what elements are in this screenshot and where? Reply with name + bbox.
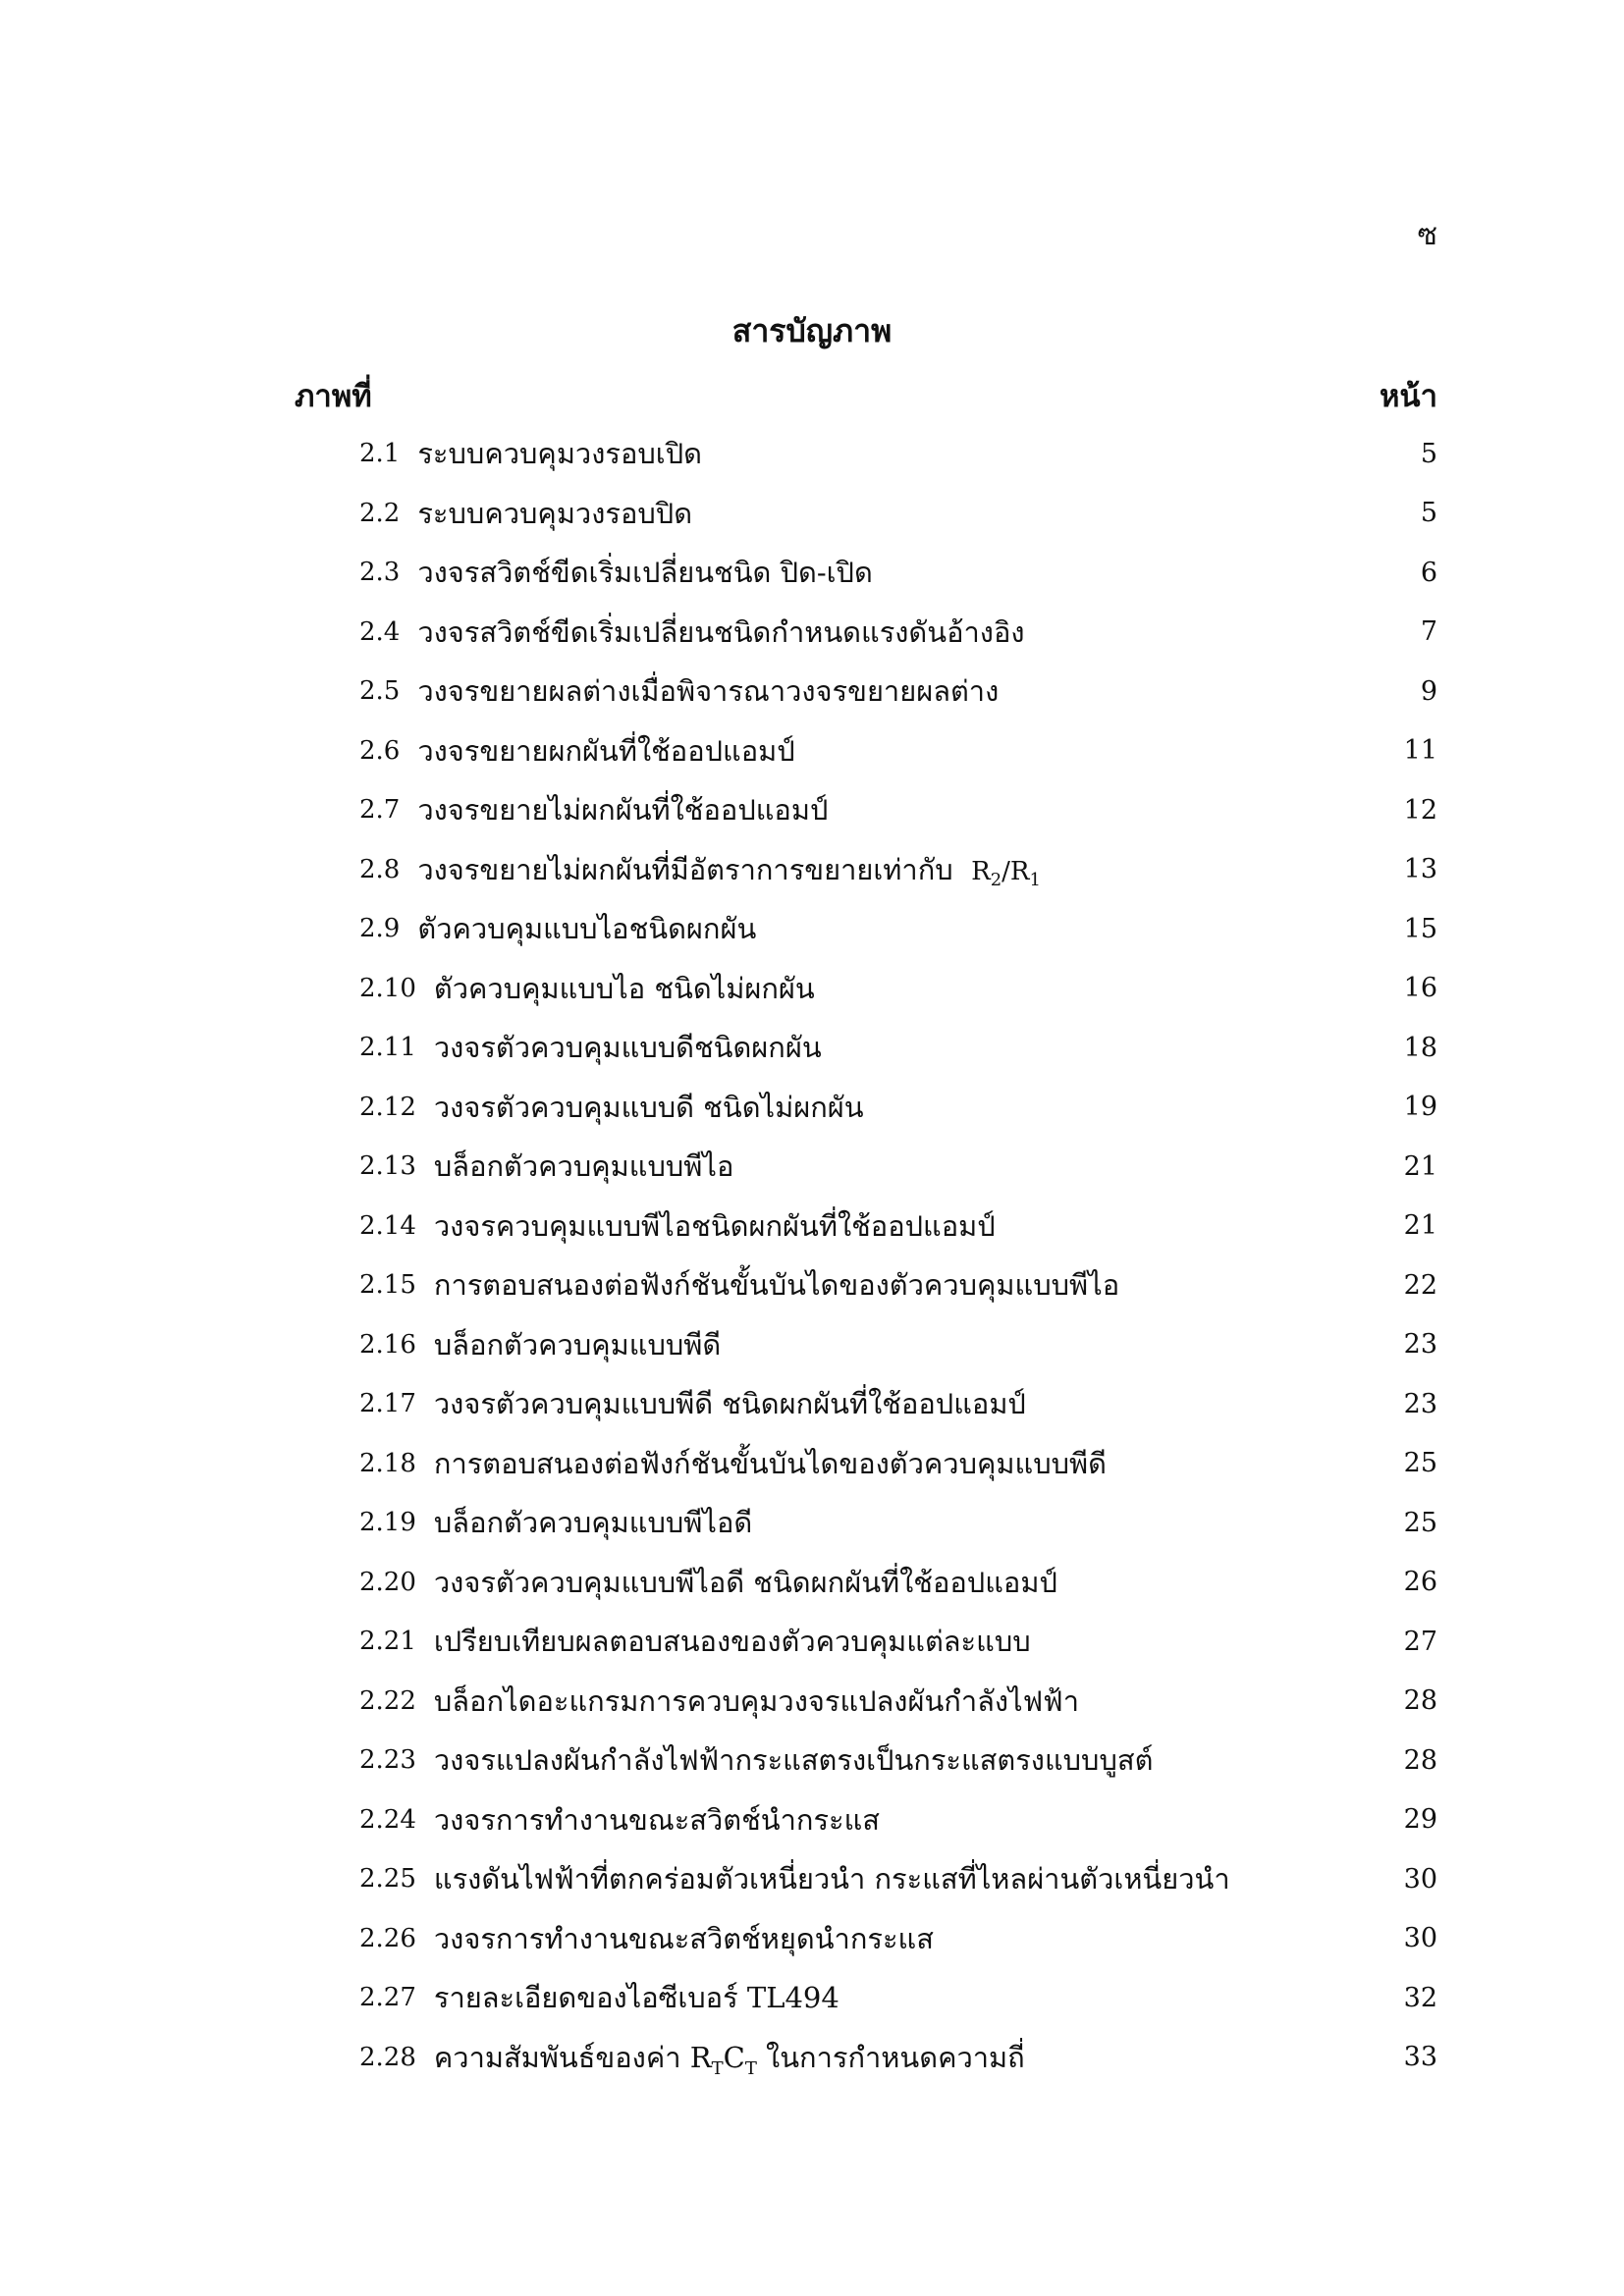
list-item [359, 1672, 1437, 1732]
symbol-c: C [723, 2040, 745, 2074]
figure-number: 2.23 [359, 1745, 416, 1776]
figure-number: 2.28 [359, 2042, 416, 2072]
list-item [359, 603, 1437, 663]
list-item [359, 662, 1437, 721]
figure-number: 2.16 [359, 1329, 416, 1360]
page-ref: 18 [1403, 1032, 1437, 1063]
figure-number: 2.7 [359, 795, 401, 826]
page-ref: 15 [1403, 913, 1437, 944]
caption-text: วงจรขยายไม่ผกผันที่มีอัตราการขยายเท่ากับ [417, 852, 953, 886]
figure-number: 2.17 [359, 1389, 416, 1419]
list-item [359, 959, 1437, 1019]
figure-caption: วงจรขยายผลต่างเมื่อพิจารณาวงจรขยายผลต่าง [417, 674, 1000, 709]
figure-caption: เปรียบเทียบผลตอบสนองของตัวควบคุมแต่ละแบบ [433, 1625, 1031, 1659]
subscript-2: 2 [990, 869, 1002, 890]
figure-number: 2.12 [359, 1092, 416, 1122]
page-ref: 21 [1403, 1150, 1437, 1182]
page-ref: 13 [1403, 854, 1437, 885]
list-item [359, 543, 1437, 603]
figure-caption: วงจรตัวควบคุมแบบพีดี ชนิดผกผันที่ใช้ออปแอมป์ [433, 1387, 1026, 1421]
figure-number: 2.18 [359, 1448, 416, 1478]
figure-number: 2.3 [359, 558, 401, 588]
figure-caption: วงจรสวิตช์ขีดเริ่มเปลี่ยนชนิด ปิด-เปิด [417, 556, 873, 590]
figure-caption: วงจรขยายไม่ผกผันที่ใช้ออปแอมป์ [417, 793, 829, 828]
figure-number: 2.6 [359, 735, 401, 766]
page-ref: 7 [1420, 616, 1437, 648]
figure-number: 2.1 [359, 439, 401, 469]
list-item [359, 840, 1437, 900]
list-item [359, 1968, 1437, 2028]
figure-number: 2.4 [359, 616, 401, 647]
list-item [359, 1849, 1437, 1909]
figure-number: 2.2 [359, 498, 401, 528]
list-item [359, 2028, 1437, 2088]
figure-number: 2.27 [359, 1983, 416, 2013]
figure-caption: บล็อกตัวควบคุมแบบพีไอดี [433, 1506, 753, 1540]
page-ref: 33 [1403, 2042, 1437, 2073]
figure-number: 2.11 [359, 1033, 416, 1063]
list-item [359, 1731, 1437, 1790]
page-ref: 29 [1403, 1804, 1437, 1836]
symbol-r: R [1009, 856, 1030, 886]
figure-number: 2.14 [359, 1210, 416, 1241]
page-ref: 28 [1403, 1744, 1437, 1776]
figure-caption: วงจรควบคุมแบบพีไอชนิดผกผันที่ใช้ออปแอมป์ [433, 1208, 996, 1243]
page-ref: 19 [1403, 1092, 1437, 1123]
figure-number: 2.21 [359, 1627, 416, 1657]
list-item [359, 1078, 1437, 1138]
gain-formula [971, 856, 1041, 890]
figure-caption [434, 2035, 1379, 2080]
page-ref: 30 [1403, 1923, 1437, 1954]
list-item [359, 1315, 1437, 1375]
page-ref: 25 [1403, 1507, 1437, 1538]
figure-caption: วงจรตัวควบคุมแบบดีชนิดผกผัน [433, 1031, 822, 1065]
list-item [359, 1493, 1437, 1553]
figure-caption: บล็อกตัวควบคุมแบบพีไอ [433, 1149, 734, 1184]
page-ref: 26 [1403, 1567, 1437, 1598]
figure-number: 2.25 [359, 1864, 416, 1895]
figure-caption: รายละเอียดของไอซีเบอร์ TL494 [433, 1981, 839, 2015]
list-item [359, 424, 1437, 484]
fraction-slash: / [1001, 856, 1010, 886]
page-ref: 28 [1403, 1685, 1437, 1717]
list-item [359, 1374, 1437, 1434]
symbol-r: R [689, 2040, 712, 2074]
list-item [359, 1255, 1437, 1315]
figure-caption: วงจรสวิตช์ขีดเริ่มเปลี่ยนชนิดกำหนดแรงดันอ้างอิง [417, 614, 1025, 649]
list-item [359, 484, 1437, 544]
figure-caption: การตอบสนองต่อฟังก์ชันขั้นบันไดของตัวควบคุมแบบพีไอ [433, 1268, 1120, 1303]
figure-caption: ระบบควบคุมวงรอบเปิด [417, 437, 702, 471]
figure-caption: วงจรแปลงผันกำลังไฟฟ้ากระแสตรงเป็นกระแสตรงแบบบูสต์ [433, 1743, 1154, 1778]
page-ref: 27 [1403, 1626, 1437, 1657]
figure-number: 2.24 [359, 1804, 416, 1835]
page-ref: 32 [1403, 1982, 1437, 2013]
figure-column-header: ภาพที่ [295, 379, 372, 414]
figure-caption: แรงดันไฟฟ้าที่ตกคร่อมตัวเหนี่ยวนำ กระแสที่ไหลผ่านตัวเหนี่ยวนำ [433, 1862, 1230, 1896]
figure-caption: บล็อกไดอะแกรมการควบคุมวงจรแปลงผันกำลังไฟฟ้า [433, 1683, 1079, 1718]
figure-caption: ระบบควบคุมวงรอบปิด [417, 496, 693, 530]
page-ref: 23 [1403, 1388, 1437, 1419]
figure-number: 2.19 [359, 1508, 416, 1538]
page-ref: 12 [1403, 794, 1437, 826]
figure-number: 2.20 [359, 1567, 416, 1597]
page-ref: 23 [1403, 1329, 1437, 1361]
page-title: สารบัญภาพ [731, 312, 893, 349]
figure-number: 2.8 [359, 854, 401, 884]
list-item [359, 1137, 1437, 1197]
page-ref: 25 [1403, 1448, 1437, 1479]
page-ref: 21 [1403, 1210, 1437, 1242]
list-item [359, 780, 1437, 840]
list-item [359, 1612, 1437, 1672]
figure-caption: วงจรการทำงานขณะสวิตช์หยุดนำกระแส [433, 1921, 934, 1955]
figure-number: 2.10 [359, 973, 416, 1003]
figure-caption: บล็อกตัวควบคุมแบบพีดี [433, 1327, 722, 1362]
caption-text: ความสัมพันธ์ของค่า [433, 2040, 681, 2074]
figure-number: 2.13 [359, 1151, 416, 1182]
figure-number: 2.5 [359, 676, 401, 707]
figure-number: 2.15 [359, 1270, 416, 1301]
figure-number: 2.22 [359, 1685, 416, 1716]
page-ref: 9 [1420, 675, 1437, 707]
figure-number: 2.9 [359, 914, 401, 944]
list-item [359, 721, 1437, 781]
caption-text-after: ในการกำหนดความถี่ [766, 2040, 1025, 2074]
list-item [359, 1018, 1437, 1078]
list-item [359, 1197, 1437, 1256]
figure-caption [417, 847, 1379, 892]
page-ref: 22 [1403, 1269, 1437, 1301]
figure-caption: วงจรขยายผกผันที่ใช้ออปแอมป์ [417, 733, 795, 768]
figure-list [359, 424, 1437, 2087]
page-ref: 6 [1420, 557, 1437, 588]
figure-caption: วงจรตัวควบคุมแบบดี ชนิดไม่ผกผัน [433, 1090, 864, 1124]
page-ref: 5 [1420, 498, 1437, 529]
figure-number: 2.26 [359, 1923, 416, 1953]
list-item [359, 899, 1437, 959]
figure-caption: วงจรตัวควบคุมแบบพีไอดี ชนิดผกผันที่ใช้ออปแอมป์ [433, 1565, 1057, 1599]
page-ref: 5 [1420, 438, 1437, 469]
list-item [359, 1434, 1437, 1494]
page-number: ซ [1417, 218, 1437, 252]
page-ref: 16 [1403, 973, 1437, 1004]
symbol-r: R [971, 856, 991, 886]
subscript-1: 1 [1029, 869, 1041, 890]
figure-caption: ตัวควบคุมแบบไอชนิดผกผัน [417, 912, 757, 946]
list-item [359, 1909, 1437, 1969]
page-ref: 30 [1403, 1863, 1437, 1895]
page-ref: 11 [1403, 735, 1437, 767]
subscript-t: T [744, 2057, 757, 2079]
list-item [359, 1553, 1437, 1613]
page-column-header: หน้า [1379, 379, 1437, 414]
figure-caption: การตอบสนองต่อฟังก์ชันขั้นบันไดของตัวควบคุมแบบพีดี [433, 1446, 1107, 1480]
figure-caption: ตัวควบคุมแบบไอ ชนิดไม่ผกผัน [433, 971, 815, 1005]
figure-caption: วงจรการทำงานขณะสวิตช์นำกระแส [433, 1802, 881, 1837]
list-item [359, 1790, 1437, 1850]
subscript-t: T [711, 2057, 724, 2079]
